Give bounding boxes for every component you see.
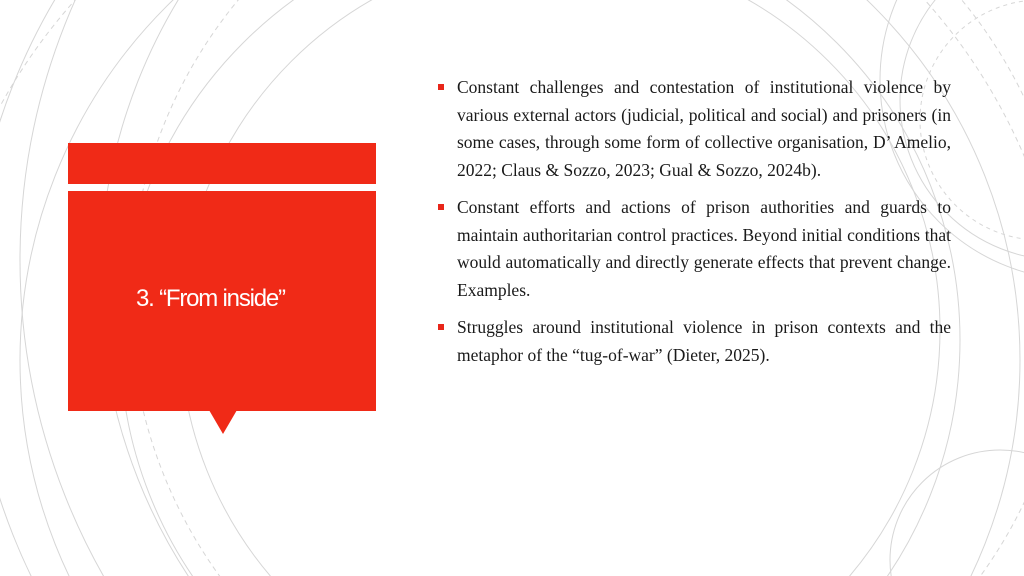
bullet-item xyxy=(437,314,951,369)
slide-title: 3. “From inside” xyxy=(136,285,285,312)
bullet-text: Constant efforts and actions of prison authorities and guards to maintain authoritarian control practices. Beyond initial conditions that would automatically and directly generate effects that prevent change. Examples. xyxy=(457,197,951,300)
bullet-text: Struggles around institutional violence in prison contexts and the metaphor of the “tug-of-war” (Dieter, 2025). xyxy=(457,317,951,365)
bullet-item xyxy=(437,194,951,304)
accent-strip xyxy=(68,143,376,184)
bullet-item xyxy=(437,74,951,184)
bullet-list xyxy=(437,74,951,379)
square-bullet-icon xyxy=(438,84,444,90)
bullet-text: Constant challenges and contestation of institutional violence by various external actors (judicial, political and social) and prisoners (in some cases, through some form of collective organisation, D’ Amelio, 2022; Claus & Sozzo, 2023; Gual & Sozzo, 2024b). xyxy=(457,77,951,180)
square-bullet-icon xyxy=(438,204,444,210)
title-box-pointer xyxy=(209,410,237,434)
square-bullet-icon xyxy=(438,324,444,330)
